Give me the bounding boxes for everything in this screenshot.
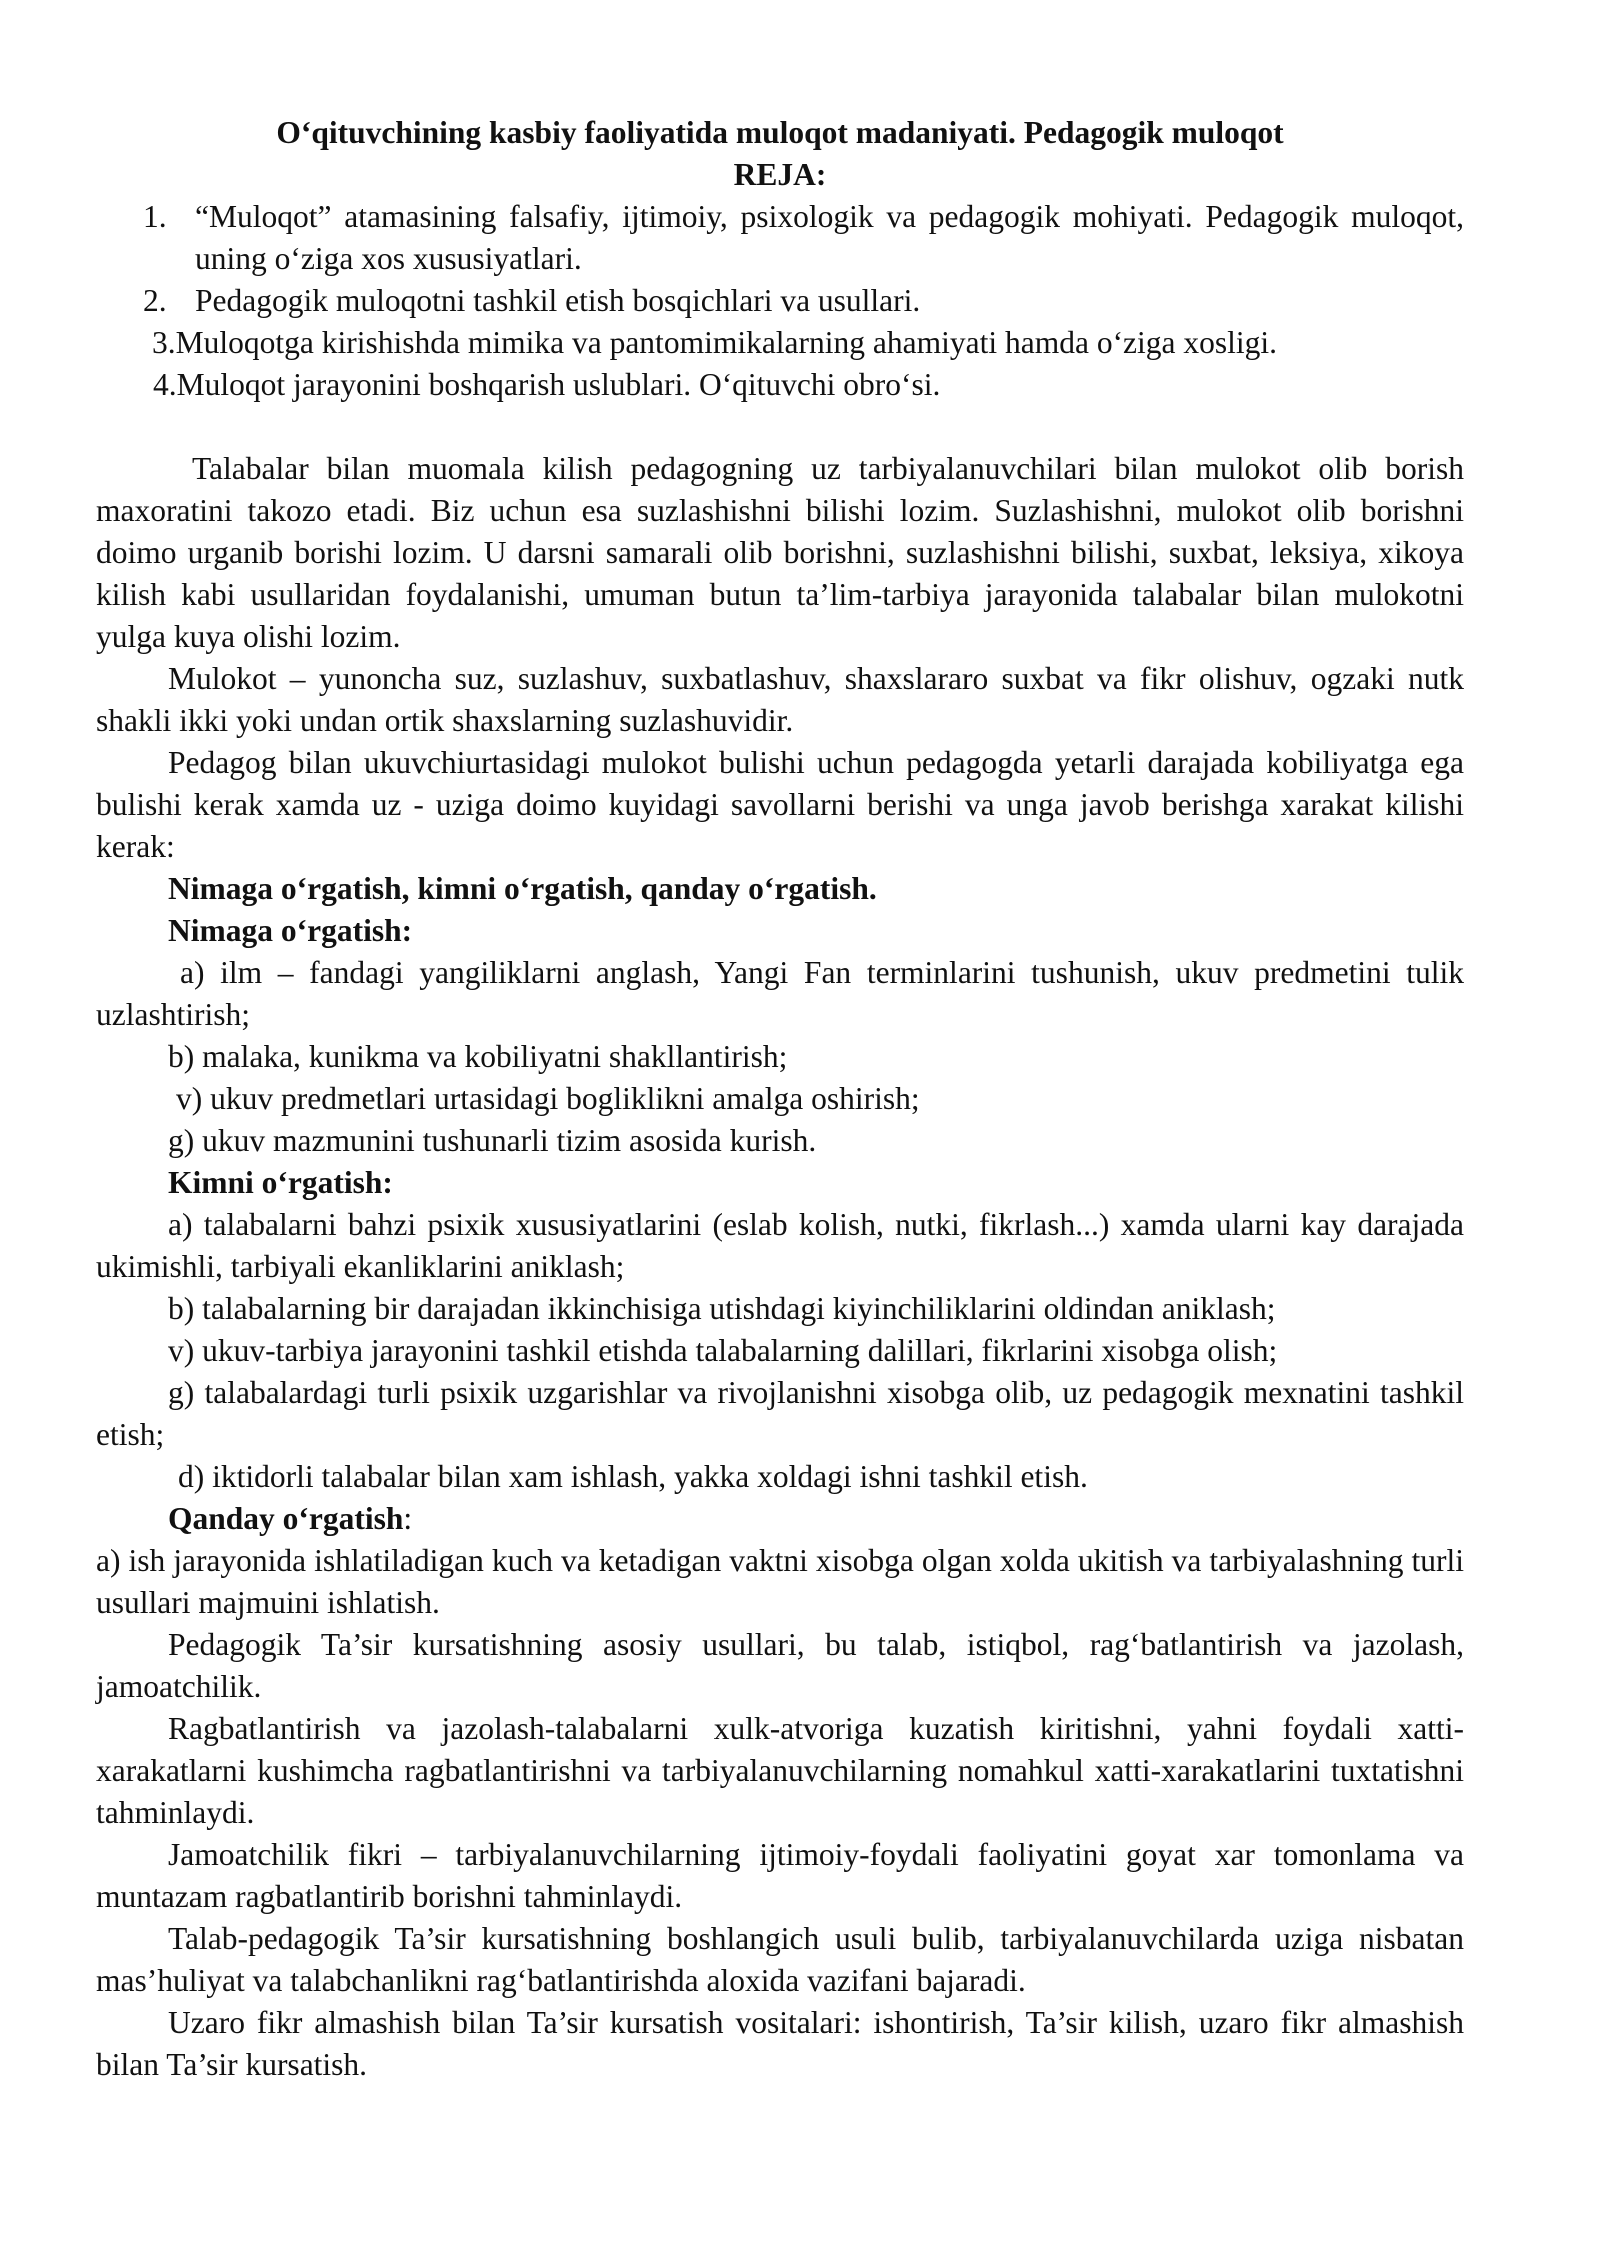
spacer bbox=[96, 406, 1464, 448]
paragraph: Pedagogik Ta’sir kursatishning asosiy usullari, bu talab, istiqbol, rag‘batlantirish va jazolash, jamoatchilik. bbox=[96, 1627, 1464, 1704]
paragraph: Talab-pedagogik Ta’sir kursatishning boshlangich usuli bulib, tarbiyalanuvchilarda uziga nisbatan mas’huliyat va talabchanlikni rag‘batlantirishda aloxida vazifani bajaradi. bbox=[96, 1921, 1464, 1998]
paragraph: Talabalar bilan muomala kilish pedagogning uz tarbiyalanuvchilari bilan mulokot olib borish maxoratini takozo etadi. Biz uchun esa suzlashishni bilishi lozim. Suzlashishni, mulokot olib borishni doimo urganib borishi lozim. U darsni samarali olib borishni, suzlashishni bilishi, suxbat, leksiya, xikoya kilish kabi usullaridan foydalanishi, umuman butun ta’lim-tarbiya jarayonida talabalar bilan mulokotni yulga kuya olishi lozim. bbox=[96, 451, 1464, 654]
list-item: a) ish jarayonida ishlatiladigan kuch va ketadigan vaktni xisobga olgan xolda ukitish va tarbiyalashning turli usullari majmuini ishlatish. bbox=[96, 1543, 1464, 1620]
paragraph: Uzaro fikr almashish bilan Ta’sir kursatish vositalari: ishontirish, Ta’sir kilish, uzaro fikr almashish bilan Ta’sir kursatish. bbox=[96, 2005, 1464, 2082]
plan-heading: REJA: bbox=[733, 157, 827, 192]
plan-list bbox=[96, 196, 1464, 406]
list-item: b) malaka, kunikma va kobiliyatni shakllantirish; bbox=[168, 1039, 788, 1074]
list-item: a) ilm – fandagi yangiliklarni anglash, Yangi Fan terminlarini tushunish, ukuv predmetini tulik uzlashtirish; bbox=[96, 955, 1464, 1032]
list-item: v) ukuv predmetlari urtasidagi bogliklikni amalga oshirish; bbox=[176, 1081, 920, 1116]
section-heading: Kimni o‘rgatish: bbox=[168, 1165, 393, 1200]
plan-item bbox=[96, 280, 1464, 322]
plan-item bbox=[96, 196, 1464, 280]
plan-item bbox=[96, 364, 1464, 406]
paragraph: Ragbatlantirish va jazolash-talabalarni xulk-atvoriga kuzatish kiritishni, yahni foydali xatti-xarakatlarni kushimcha ragbatlantirishni va tarbiyalanuvchilarning nomahkul xatti-xarakatlarini tuxtatishni tahminlaydi. bbox=[96, 1711, 1464, 1830]
list-item: d) iktidorli talabalar bilan xam ishlash, yakka xoldagi ishni tashkil etish. bbox=[178, 1459, 1088, 1494]
paragraph: Jamoatchilik fikri – tarbiyalanuvchilarning ijtimoiy-foydali faoliyatini goyat xar tomonlama va muntazam ragbatlantirib borishni tahminlaydi. bbox=[96, 1837, 1464, 1914]
plan-item-number: 1. bbox=[143, 199, 167, 234]
section-heading: Nimaga o‘rgatish: bbox=[168, 913, 413, 948]
section-heading-text: Qanday o‘rgatish bbox=[168, 1501, 404, 1536]
plan-item-text: 3.Muloqotga kirishishda mimika va pantomimikalarning ahamiyati hamda o‘ziga xosligi. bbox=[152, 325, 1278, 360]
heading-colon: : bbox=[403, 1501, 413, 1536]
plan-item-text: “Muloqot” atamasining falsafiy, ijtimoiy, psixologik va pedagogik mohiyati. Pedagogik muloqot, uning o‘ziga xos xususiyatlari. bbox=[195, 199, 1464, 276]
list-item: v) ukuv-tarbiya jarayonini tashkil etishda talabalarning dalillari, fikrlarini xisobga olish; bbox=[168, 1333, 1278, 1368]
list-item: b) talabalarning bir darajadan ikkinchisiga utishdagi kiyinchiliklarini oldindan aniklash; bbox=[168, 1291, 1276, 1326]
plan-item-text: 4.Muloqot jarayonini boshqarish uslublari. O‘qituvchi obro‘si. bbox=[153, 367, 941, 402]
paragraph: Mulokot – yunoncha suz, suzlashuv, suxbatlashuv, shaxslararo suxbat va fikr olishuv, ogzaki nutk shakli ikki yoki undan ortik shaxslarning suzlashuvidir. bbox=[96, 661, 1464, 738]
section-heading: Nimaga o‘rgatish, kimni o‘rgatish, qanday o‘rgatish. bbox=[168, 871, 877, 906]
document-page bbox=[96, 112, 1464, 2086]
plan-item-text: Pedagogik muloqotni tashkil etish bosqichlari va usullari. bbox=[195, 283, 921, 318]
list-item: g) talabalardagi turli psixik uzgarishlar va rivojlanishni xisobga olib, uz pedagogik mexnatini tashkil etish; bbox=[96, 1375, 1464, 1452]
list-item: a) talabalarni bahzi psixik xususiyatlarini (eslab kolish, nutki, fikrlash...) xamda ularni kay darajada ukimishli, tarbiyali ekanliklarini aniklash; bbox=[96, 1207, 1464, 1284]
section-heading bbox=[96, 1498, 1464, 1540]
document-title: O‘qituvchining kasbiy faoliyatida muloqot madaniyati. Pedagogik muloqot bbox=[276, 115, 1284, 150]
list-item: g) ukuv mazmunini tushunarli tizim asosida kurish. bbox=[168, 1123, 817, 1158]
paragraph: Pedagog bilan ukuvchiurtasidagi mulokot bulishi uchun pedagogda yetarli darajada kobiliyatga ega bulishi kerak xamda uz - uziga doimo kuyidagi savollarni berishi va unga javob berishga xarakat kilishi kerak: bbox=[96, 745, 1464, 864]
plan-item bbox=[96, 322, 1464, 364]
plan-item-number: 2. bbox=[143, 283, 167, 318]
